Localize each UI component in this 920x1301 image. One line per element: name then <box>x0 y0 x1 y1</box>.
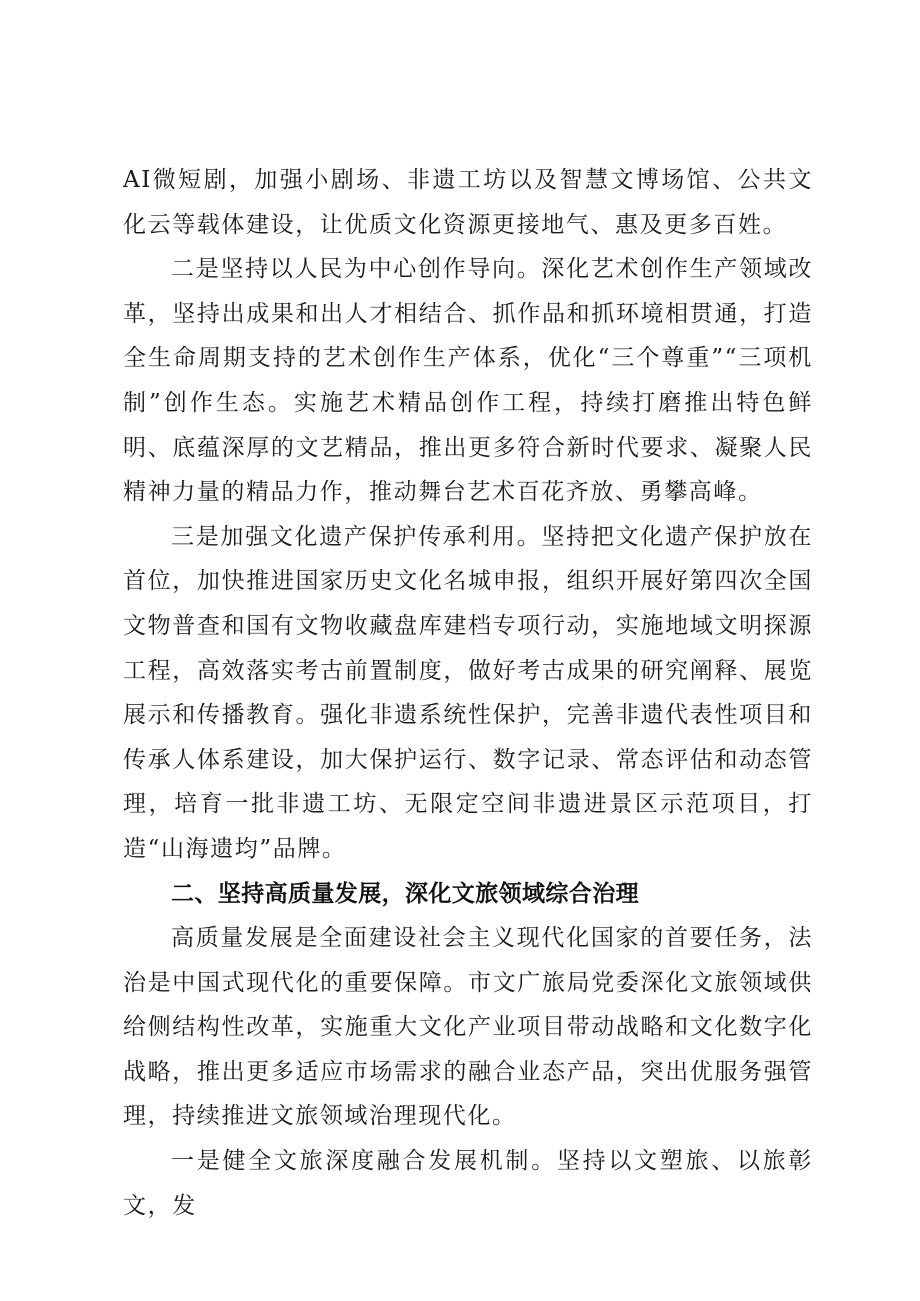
section-heading: 二、坚持高质量发展，深化文旅领域综合治理 <box>171 880 639 907</box>
paragraph-continuation: AI微短剧，加强小剧场、非遗工坊以及智慧文博场馆、公共文化云等载体建设，让优质文化资源更接地气、惠及更多百姓。 <box>123 167 813 238</box>
paragraph-artistic-creation: 二是坚持以人民为中心创作导向。深化艺术创作生产领域改革，坚持出成果和出人才相结合、抓作品和抓环境相贯通，打造全生命周期支持的艺术创作生产体系，优化“三个尊重”“三项机制”创作生态。实施艺术精品创作工程，持续打磨推出特色鲜明、底蕴深厚的文艺精品，推出更多符合新时代要求、凝聚人民精神力量的精品力作，推动舞台艺术百花齐放、勇攀高峰。 <box>123 256 813 506</box>
document-body <box>123 158 813 1228</box>
paragraph-integration-mechanism: 一是健全文旅深度融合发展机制。坚持以文塑旅、以旅彰文，发 <box>123 1148 813 1219</box>
paragraph-cultural-heritage: 三是加强文化遗产保护传承利用。坚持把文化遗产保护放在首位，加快推进国家历史文化名城申报，组织开展好第四次全国文物普查和国有文物收藏盘库建档专项行动，实施地域文明探源工程，高效落实考古前置制度，做好考古成果的研究阐释、展览展示和传播教育。强化非遗系统性保护，完善非遗代表性项目和传承人体系建设，加大保护运行、数字记录、常态评估和动态管理，培育一批非遗工坊、无限定空间非遗进景区示范项目，打造“山海遗均”品牌。 <box>123 523 813 862</box>
paragraph-high-quality-development: 高质量发展是全面建设社会主义现代化国家的首要任务，法治是中国式现代化的重要保障。市文广旅局党委深化文旅领域供给侧结构性改革，实施重大文化产业项目带动战略和文化数字化战略，推出更多适应市场需求的融合业态产品，突出优服务强管理，持续推进文旅领域治理现代化。 <box>123 925 813 1130</box>
